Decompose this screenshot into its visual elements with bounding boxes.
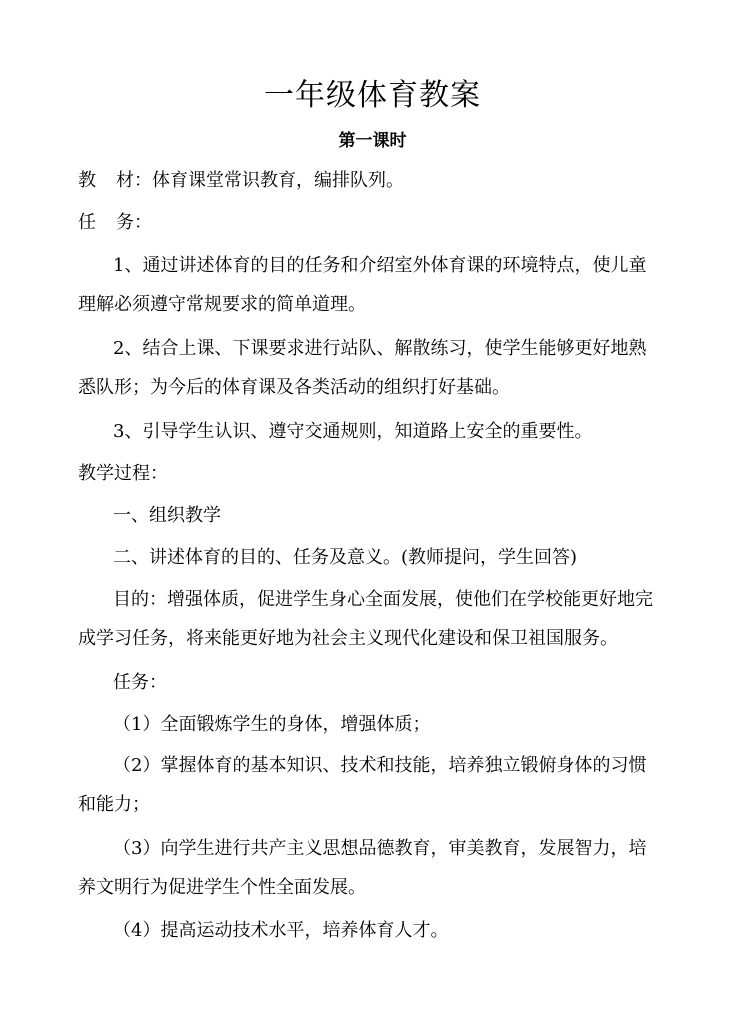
task-2-line-2: 悉队形；为今后的体育课及各类活动的组织打好基础。	[78, 377, 510, 398]
duties-heading: 任务：	[113, 672, 167, 693]
task-3-line-1: 3、引导学生认识、遵守交通规则，知道路上安全的重要性。	[113, 421, 593, 442]
tasks-label-rest: 务：	[116, 212, 152, 233]
task-1-line-2: 理解必须遵守常规要求的简单道理。	[78, 294, 366, 315]
page-title: 一年级体育教案	[264, 78, 481, 113]
tasks-label-first-char: 任	[78, 212, 96, 233]
materials-line	[78, 168, 404, 194]
duty-4-line-1: （4）提高运动技术水平，培养体育人才。	[113, 920, 449, 941]
step-1: 一、组织教学	[113, 505, 221, 526]
duty-3-line-1: （3）向学生进行共产主义思想品德教育，审美教育，发展智力，培	[113, 838, 647, 859]
purpose-line-2: 成学习任务，将来能更好地为社会主义现代化建设和保卫祖国服务。	[78, 628, 618, 649]
duty-3-line-2: 养文明行为促进学生个性全面发展。	[78, 877, 366, 898]
materials-text: 体育课堂常识教育，编排队列。	[152, 170, 404, 191]
duty-1-line-1: （1）全面锻炼学生的身体，增强体质；	[113, 714, 431, 735]
task-1-line-1: 1、通过讲述体育的目的任务和介绍室外体育课的环境特点，使儿童	[113, 255, 647, 276]
tasks-heading	[78, 210, 152, 236]
task-2-line-1: 2、结合上课、下课要求进行站队、解散练习，使学生能够更好地熟	[113, 338, 647, 359]
step-2: 二、讲述体育的目的、任务及意义。(教师提问，学生回答)	[113, 547, 578, 568]
duty-2-line-1: （2）掌握体育的基本知识、技术和技能，培养独立锻俯身体的习惯	[113, 755, 647, 776]
materials-label-rest: 材：	[116, 170, 152, 191]
purpose-line-1: 目的：增强体质，促进学生身心全面发展，使他们在学校能更好地完	[113, 589, 653, 610]
lesson-subtitle: 第一课时	[338, 131, 407, 151]
materials-label-first-char: 教	[78, 170, 96, 191]
duty-2-line-2: 和能力；	[78, 794, 150, 815]
process-heading: 教学过程：	[78, 463, 168, 484]
